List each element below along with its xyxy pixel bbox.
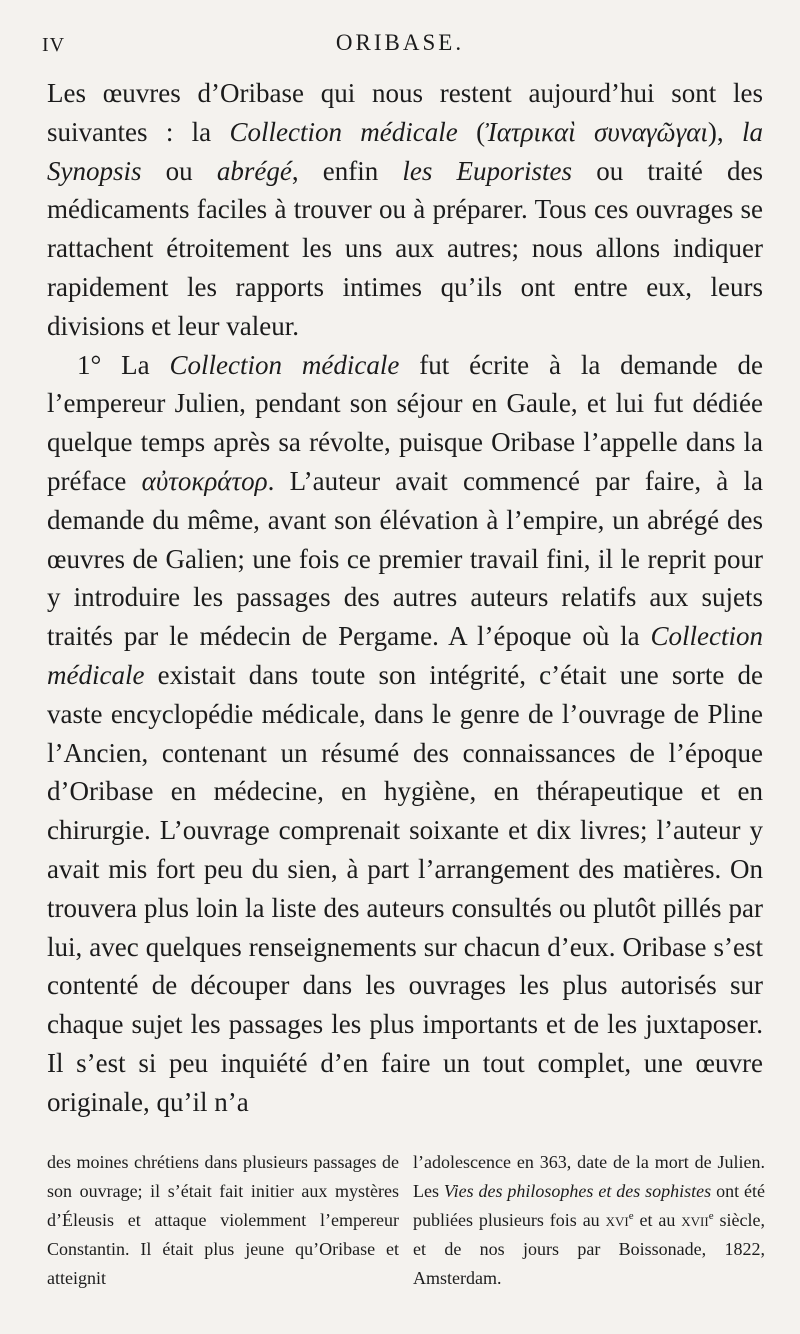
footnote-right-column [413,1148,765,1293]
superscript: e [708,1210,714,1222]
century-numeral: xvii [681,1210,709,1230]
italic-title: Collection médicale [47,621,763,690]
century-numeral: xvi [605,1210,629,1230]
text-span: ont été publiées plusieurs fois au [413,1181,765,1230]
italic-title: Collection médicale [229,116,458,147]
text-span: 1° La [77,349,170,380]
text-span: . L’auteur avait commencé par faire, à la demande du même, avant son élévation à l’empire, un abrégé des œuvres de Galien; une fois ce premier travail fini, il le reprit pour y introduire les passages des autres auteurs relatifs aux sujets traités par le médecin de Pergame. A l’époque où la [47,465,763,652]
text-span: Les œuvres d’Oribase qui nous restent aujourd’hui sont les suivantes : la [47,78,763,147]
paragraph-intro [47,74,763,346]
text-span: fut écrite à la demande de l’empereur Julien, pendant son séjour en Gaule, et lui fut dédiée quelque temps après sa révolte, puisque Oribase l’appelle dans la préface [47,349,764,496]
italic-title: Vies des philosophes et des sophistes [443,1181,712,1201]
text-span: existait dans toute son intégrité, c’était une sorte de vaste encyclopédie médicale, dans le genre de l’ouvrage de Pline l’Ancien, contenant un résumé des connaissances de l’époque d’Oribase en médecine, en hygiène, en thérapeutique et en chirurgie. L’ouvrage comprenait soixante et dix livres; l’auteur y avait mis fort peu du sien, à part l’arrangement des matières. On trouvera plus loin la liste des auteurs consultés ou plutôt pillés par lui, avec quelques renseignements sur chacun d’eux. Oribase s’est contenté de découper dans les ouvrages les plus autorisés sur chaque sujet les passages les plus importants et de les juxtaposer. Il s’est si peu inquiété d’en faire un tout complet, une œuvre originale, qu’il n’a [47,659,763,1117]
italic-title: Collection médicale [169,349,400,380]
footnote-left-column [47,1148,399,1293]
footnote-right-text [413,1148,765,1293]
page-header [42,30,758,66]
footnotes [47,1148,765,1293]
footnote-left-text: des moines chrétiens dans plusieurs passages de son ouvrage; il s’était fait initier aux mystères d’Éleusis et attaque violemment l’empereur Constantin. Il était plus jeune qu’Oribase et atteignit [47,1152,399,1288]
italic-title: la Synopsis [47,116,763,186]
text-span: , enfin [291,155,403,186]
text-span: l’adolescence en 363, date de la mort de Julien. Les [413,1152,765,1201]
main-text [47,74,763,1122]
italic-title: abrégé [216,155,292,186]
italic-title: les Euporistes [402,155,573,186]
paragraph-collection [47,346,763,1122]
text-span: ou [141,155,217,186]
greek-title: Ἰατρικαὶ συναγῶγαι [485,116,708,147]
text-span: et au [633,1210,682,1230]
running-title: ORIBASE. [335,30,465,55]
greek-word: αὐτοκράτορ [141,465,268,496]
text-span: ( [457,116,486,147]
page-number: IV [42,34,66,56]
superscript: e [628,1210,634,1222]
text-span: siècle, et de nos jours par Boissonade, 1822, Amsterdam. [413,1210,765,1288]
text-span: ), [707,116,742,147]
text-span: ou traité des médicaments faciles à trouver ou à préparer. Tous ces ouvrages se rattachent étroitement les uns aux autres; nous allons indiquer rapidement les rapports intimes qu’ils ont entre eux, leurs divisions et leur valeur. [47,155,763,341]
